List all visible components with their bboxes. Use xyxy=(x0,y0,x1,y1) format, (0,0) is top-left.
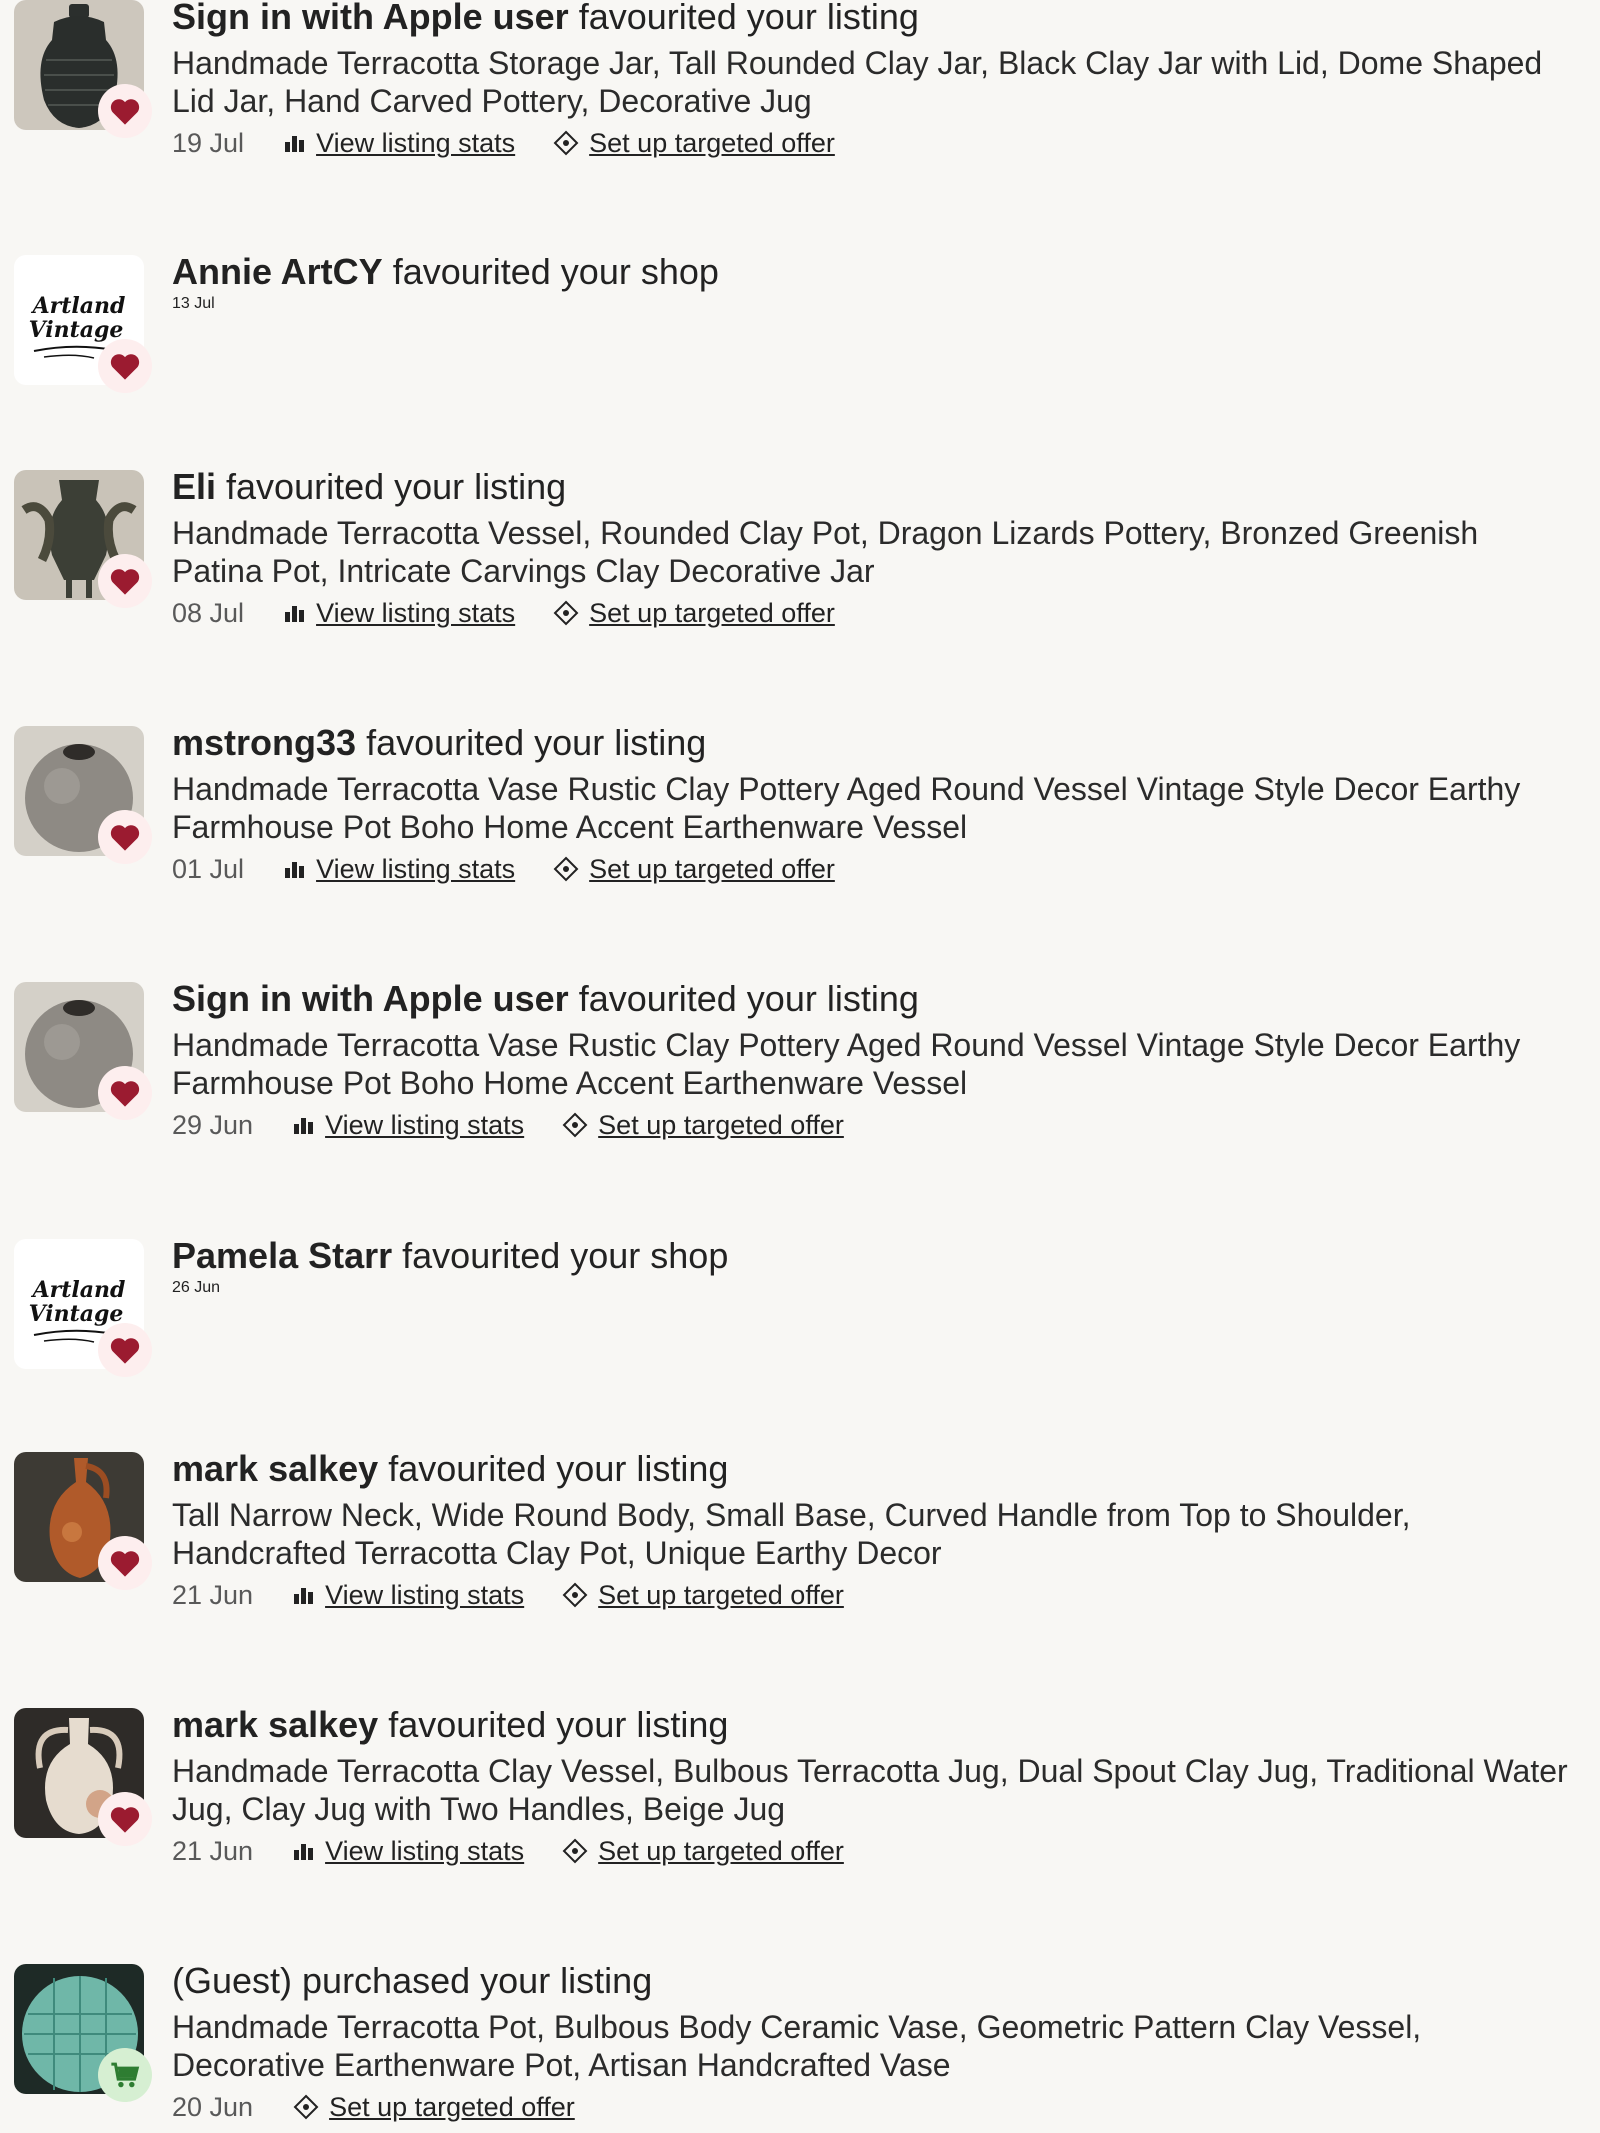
notification-headline xyxy=(172,1233,1570,1279)
targeted-offer-link[interactable] xyxy=(553,852,835,886)
action-text: favourited your shop xyxy=(402,1235,729,1276)
heart-icon xyxy=(98,84,152,138)
bar-chart-icon xyxy=(284,134,306,152)
bar-chart-icon xyxy=(293,1586,315,1604)
targeted-offer-link[interactable] xyxy=(293,2090,575,2124)
heart-icon xyxy=(98,810,152,864)
svg-text:Vintage: Vintage xyxy=(28,1301,124,1327)
notification-date: 21 Jun xyxy=(172,1836,254,1866)
notification-date: 21 Jun xyxy=(172,1580,254,1610)
view-listing-stats-link[interactable] xyxy=(284,596,515,630)
action-text: favourited your listing xyxy=(388,1448,729,1489)
bar-chart-icon xyxy=(284,860,306,878)
view-listing-stats-link[interactable] xyxy=(293,1578,524,1612)
heart-icon xyxy=(98,554,152,608)
view-listing-stats-label: View listing stats xyxy=(325,1580,525,1610)
targeted-offer-label: Set up targeted offer xyxy=(598,1836,844,1866)
view-listing-stats-link[interactable] xyxy=(293,1834,524,1868)
action-text: favourited your listing xyxy=(226,466,567,507)
listing-title[interactable]: Tall Narrow Neck, Wide Round Body, Small Base, Curved Handle from Top to Shoulder, Handcrafted Terracotta Clay Pot, Unique Earthy Decor xyxy=(172,1497,1411,1571)
heart-icon xyxy=(98,1066,152,1120)
action-text: favourited your listing xyxy=(578,978,919,1019)
notification-date: 29 Jun xyxy=(172,1110,254,1140)
targeted-offer-label: Set up targeted offer xyxy=(589,854,835,884)
notification-headline xyxy=(172,1958,1570,2004)
action-text: favourited your listing xyxy=(578,0,919,37)
bar-chart-icon xyxy=(293,1116,315,1134)
targeted-offer-link[interactable] xyxy=(562,1834,844,1868)
view-listing-stats-label: View listing stats xyxy=(316,854,516,884)
listing-title[interactable]: Handmade Terracotta Clay Vessel, Bulbous Terracotta Jug, Dual Spout Clay Jug, Traditional Water Jug, Clay Jug with Two Handles, Beige Jug xyxy=(172,1753,1568,1827)
notification-date: 08 Jul xyxy=(172,598,245,628)
actor-name[interactable]: Annie ArtCY xyxy=(172,251,383,292)
action-text: favourited your listing xyxy=(366,722,707,763)
actor-name[interactable]: Sign in with Apple user xyxy=(172,0,569,37)
action-text: favourited your shop xyxy=(392,251,719,292)
notification-date: 01 Jul xyxy=(172,854,245,884)
targeted-offer-label: Set up targeted offer xyxy=(598,1580,844,1610)
tag-icon xyxy=(553,856,579,882)
notification-headline xyxy=(172,720,1570,766)
view-listing-stats-label: View listing stats xyxy=(316,598,516,628)
tag-icon xyxy=(562,1112,588,1138)
heart-icon xyxy=(98,339,152,393)
cart-icon xyxy=(98,2048,152,2102)
bar-chart-icon xyxy=(284,604,306,622)
view-listing-stats-label: View listing stats xyxy=(325,1836,525,1866)
notification-headline xyxy=(172,1702,1570,1748)
tag-icon xyxy=(553,600,579,626)
notification-headline xyxy=(172,0,1570,40)
view-listing-stats-label: View listing stats xyxy=(325,1110,525,1140)
tag-icon xyxy=(562,1838,588,1864)
notification-headline xyxy=(172,1446,1570,1492)
svg-text:Artland: Artland xyxy=(32,1277,126,1303)
view-listing-stats-link[interactable] xyxy=(284,126,515,160)
listing-title[interactable]: Handmade Terracotta Vase Rustic Clay Pottery Aged Round Vessel Vintage Style Decor Earthy Farmhouse Pot Boho Home Accent Earthenware Vessel xyxy=(172,771,1521,845)
view-listing-stats-label: View listing stats xyxy=(316,128,516,158)
targeted-offer-label: Set up targeted offer xyxy=(598,1110,844,1140)
notification-headline xyxy=(172,464,1570,510)
view-listing-stats-link[interactable] xyxy=(284,852,515,886)
actor-name[interactable]: Pamela Starr xyxy=(172,1235,393,1276)
bar-chart-icon xyxy=(293,1842,315,1860)
svg-text:Vintage: Vintage xyxy=(28,317,124,343)
notification-date: 13 Jul xyxy=(172,295,215,312)
listing-title[interactable]: Handmade Terracotta Vase Rustic Clay Pottery Aged Round Vessel Vintage Style Decor Earthy Farmhouse Pot Boho Home Accent Earthenware Vessel xyxy=(172,1027,1521,1101)
listing-title[interactable]: Handmade Terracotta Vessel, Rounded Clay Pot, Dragon Lizards Pottery, Bronzed Greenish Patina Pot, Intricate Carvings Clay Decorative Jar xyxy=(172,515,1479,589)
actor-name[interactable]: mstrong33 xyxy=(172,722,357,763)
notification-headline xyxy=(172,249,1570,295)
tag-icon xyxy=(293,2094,319,2120)
targeted-offer-link[interactable] xyxy=(562,1108,844,1142)
actor-name[interactable]: mark salkey xyxy=(172,1448,379,1489)
actor-name[interactable]: Eli xyxy=(172,466,217,507)
notification-headline xyxy=(172,976,1570,1022)
heart-icon xyxy=(98,1323,152,1377)
notification-date: 20 Jun xyxy=(172,2092,254,2122)
targeted-offer-link[interactable] xyxy=(553,126,835,160)
svg-text:Artland: Artland xyxy=(32,293,126,319)
listing-title[interactable]: Handmade Terracotta Pot, Bulbous Body Ceramic Vase, Geometric Pattern Clay Vessel, Decorative Earthenware Pot, Artisan Handcrafted Vase xyxy=(172,2009,1422,2083)
heart-icon xyxy=(98,1536,152,1590)
actor-name[interactable]: mark salkey xyxy=(172,1704,379,1745)
tag-icon xyxy=(562,1582,588,1608)
heart-icon xyxy=(98,1792,152,1846)
actor-name[interactable]: Sign in with Apple user xyxy=(172,978,569,1019)
notification-date: 19 Jul xyxy=(172,128,245,158)
tag-icon xyxy=(553,130,579,156)
targeted-offer-label: Set up targeted offer xyxy=(589,598,835,628)
action-text: (Guest) purchased your listing xyxy=(172,1960,653,2001)
listing-title[interactable]: Handmade Terracotta Storage Jar, Tall Rounded Clay Jar, Black Clay Jar with Lid, Dome Shaped Lid Jar, Hand Carved Pottery, Decorative Jug xyxy=(172,45,1543,119)
view-listing-stats-link[interactable] xyxy=(293,1108,524,1142)
targeted-offer-label: Set up targeted offer xyxy=(589,128,835,158)
targeted-offer-link[interactable] xyxy=(562,1578,844,1612)
targeted-offer-link[interactable] xyxy=(553,596,835,630)
notification-date: 26 Jun xyxy=(172,1279,221,1296)
action-text: favourited your listing xyxy=(388,1704,729,1745)
targeted-offer-label: Set up targeted offer xyxy=(329,2092,575,2122)
